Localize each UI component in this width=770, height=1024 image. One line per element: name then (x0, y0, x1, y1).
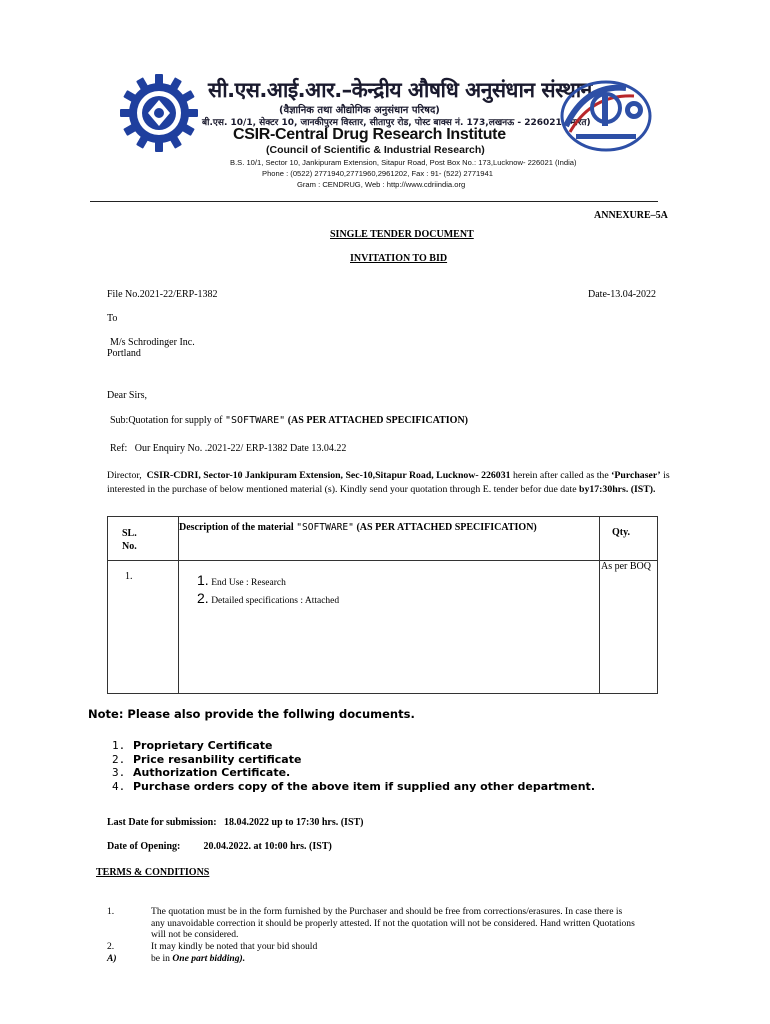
purchaser-term: ‘Purchaser’ (611, 470, 661, 481)
term-number: 1. (107, 906, 115, 917)
row-sl: 1. (125, 571, 133, 582)
cdri-logo (556, 74, 658, 156)
documents-list (112, 736, 595, 793)
document-title: SINGLE TENDER DOCUMENT (330, 229, 474, 240)
spec-item-number: 2. (197, 590, 209, 606)
opening-date-value: 20.04.2022. at 10:00 hrs. (IST) (203, 841, 332, 852)
term-sub-prefix: be in (151, 953, 173, 964)
body-after-purchaser: is (660, 470, 670, 481)
term-line: will not be considered. (151, 929, 239, 940)
term-sub-line (151, 953, 245, 965)
gram-web-line: Gram : CENDRUG, Web : http://www.cdriindia.org (297, 180, 466, 189)
opening-date-label: Date of Opening: (107, 841, 181, 852)
term-sub-number: A) (107, 953, 117, 964)
subject-item: "SOFTWARE" (225, 415, 286, 426)
header-qty-cell (600, 517, 658, 561)
header-description-cell (179, 517, 600, 561)
to-label: To (107, 313, 118, 324)
subject-suffix: (AS PER ATTACHED SPECIFICATION) (285, 415, 469, 426)
table-row (108, 561, 658, 694)
council-name: (Council of Scientific & Industrial Research) (266, 144, 485, 156)
opening-date-line (107, 841, 332, 852)
table-header-row (108, 517, 658, 561)
term-number: 2. (107, 941, 115, 952)
term-text (151, 906, 671, 941)
term-line: It may kindly be noted that your bid should (151, 941, 318, 952)
body-line-1 (107, 470, 670, 481)
term-line: The quotation must be in the form furnished by the Purchaser and should be free from corrections/erasures. In case there is (151, 906, 623, 917)
spec-item-number: 1. (197, 572, 209, 588)
invitation-heading: INVITATION TO BID (350, 253, 448, 264)
body-line-2 (107, 484, 656, 495)
terms-heading: TERMS & CONDITIONS (96, 867, 210, 878)
subject-prefix: Sub:Quotation for supply of (110, 415, 225, 426)
annexure-label: ANNEXURE–5A (594, 210, 668, 221)
salutation: Dear Sirs, (107, 390, 147, 401)
csir-gear-icon (118, 72, 200, 154)
document-text: Price resanbility certificate (133, 752, 302, 766)
spec-item-text: End Use : Research (211, 578, 286, 588)
row-qty: As per BOQ (601, 561, 651, 572)
spec-item-text: Detailed specifications : Attached (211, 596, 340, 606)
document-number: 4. (112, 779, 126, 793)
hindi-institute-title: सी.एस.आई.आर.–केन्द्रीय औषधि अनुसंधान संस्थान (208, 78, 592, 102)
row-sl-cell (108, 561, 179, 694)
list-item (197, 572, 599, 590)
document-number: 1. (112, 739, 126, 752)
header-description-prefix: Description of the material (179, 522, 297, 533)
document-text: Purchase orders copy of the above item if supplied any other department (133, 779, 591, 793)
institute-name: CSIR-Central Drug Research Institute (233, 126, 506, 143)
body-address: CSIR-CDRI, Sector-10 Jankipuram Extension, Sec-10,Sitapur Road, Lucknow- 226031 (146, 470, 511, 481)
term-line: any unavoidable correction it should be properly attested. If not the quotation will not be considered. Hand written Quotations (151, 917, 635, 929)
letterhead-divider (90, 201, 658, 202)
subject-line (110, 415, 468, 426)
english-address: B.S. 10/1, Sector 10, Jankipuram Extension, Sitapur Road, Post Box No.: 173,Lucknow- 226021 (India) (230, 158, 577, 167)
letter-date: Date-13.04-2022 (588, 289, 657, 300)
body-line2-text: interested in the purchase of below mentioned material (s). Kindly send your quotation through E. tender befor due date (107, 484, 580, 495)
row-description-cell (179, 561, 600, 694)
document-number: 2. (112, 752, 126, 766)
list-item (112, 736, 595, 750)
header-sl-cell (108, 517, 179, 561)
last-date-value: 18.04.2022 up to 17:30 hrs. (IST) (224, 817, 364, 828)
documents-note: Note: Please also provide the follwing documents. (88, 707, 415, 721)
last-date-label: Last Date for submission: (107, 817, 217, 828)
body-deadline: by17:30hrs. (IST). (579, 484, 656, 495)
header-description-suffix: (AS PER ATTACHED SPECIFICATION) (353, 522, 537, 533)
term-sub-bold: One part bidding). (172, 953, 246, 964)
items-table (107, 516, 658, 694)
hindi-council-line: (वैज्ञानिक तथा औद्योगिक अनुसंधान परिषद) (279, 105, 440, 116)
reference-line: Ref: Our Enquiry No. .2021-22/ ERP-1382 Date 13.04.22 (110, 443, 347, 454)
recipient-city: Portland (107, 348, 141, 359)
document-text: Authorization Certificate. (133, 766, 291, 779)
phone-fax-line: Phone : (0522) 2771940,2771960,2961202, Fax : 91- (522) 2771941 (262, 169, 493, 178)
document-number: 3. (112, 766, 126, 779)
row-qty-cell (600, 561, 658, 694)
csir-logo (118, 72, 200, 154)
director-label: Director, (107, 470, 142, 481)
header-qty: Qty. (612, 527, 631, 538)
list-item: 4. Purchase orders copy of the above item if supplied any other department. (112, 779, 595, 793)
hindi-address-line: बी.एस. 10/1, सेक्टर 10, जानकीपुरम विस्तार, सीतापुर रोड, पोस्ट बाक्स नं. 173,लखनऊ - 226021 (भारत) (202, 118, 591, 128)
cdri-emblem-icon (556, 74, 658, 156)
file-number: File No.2021-22/ERP-1382 (107, 289, 218, 300)
recipient-name: M/s Schrodinger Inc. (110, 337, 195, 348)
document-text: Proprietary Certificate (133, 739, 273, 752)
list-item (112, 750, 595, 764)
last-date-line (107, 817, 364, 828)
header-description-item: "SOFTWARE" (296, 522, 354, 533)
header-sl: SL. (122, 528, 137, 539)
list-item (197, 590, 599, 608)
header-no: No. (122, 541, 137, 552)
body-after-address: herein after called as the (510, 470, 612, 481)
list-item (112, 763, 595, 777)
